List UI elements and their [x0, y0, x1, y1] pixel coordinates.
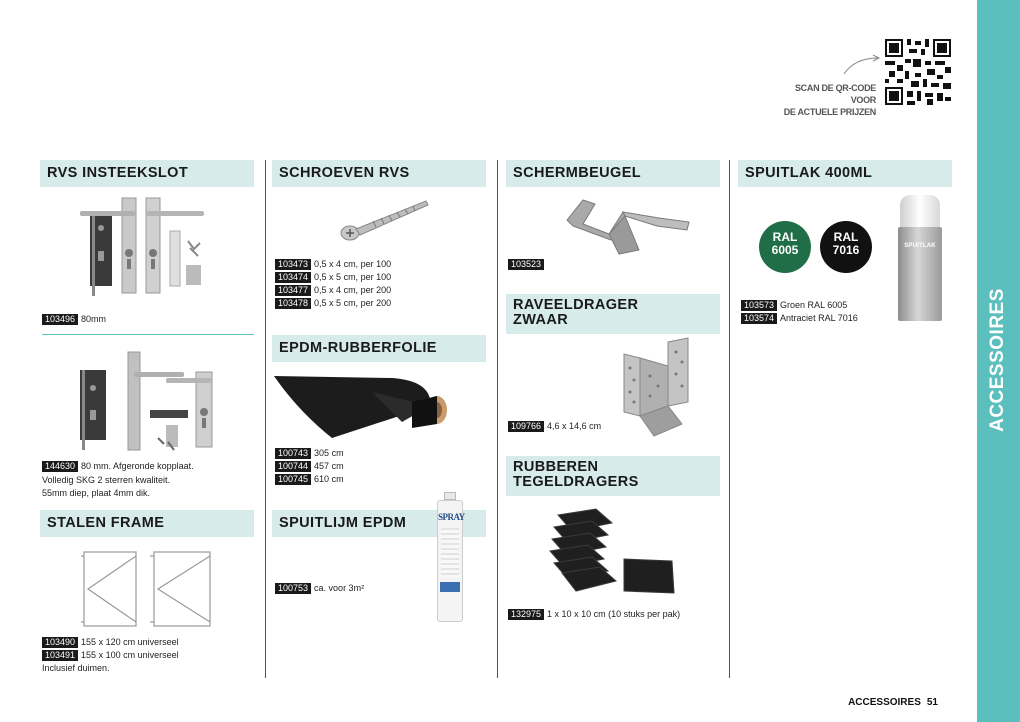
- title: SPUITLIJM EPDM: [279, 515, 407, 531]
- article-code: 100753: [275, 583, 311, 594]
- qr-caption: [770, 82, 876, 118]
- steel-frame-image: [80, 548, 220, 630]
- header-spuitlak: [738, 160, 952, 187]
- article-text: 0,5 x 4 cm, per 100: [314, 259, 392, 269]
- article-code: 103573: [741, 300, 777, 311]
- title: SPUITLAK 400ML: [745, 165, 873, 181]
- spray-can-image: [437, 492, 463, 622]
- table-row: [741, 299, 847, 312]
- title-line2: TEGELDRAGERS: [513, 474, 639, 490]
- header-rvs-insteekslot: [40, 160, 254, 187]
- rubber-tile-pads-image: [548, 505, 680, 597]
- door-lock-image: [78, 350, 218, 455]
- article-code: 103490: [42, 637, 78, 648]
- qr-caption-line2: DE ACTUELE PRIJZEN: [783, 107, 876, 117]
- badge-line2: 7016: [832, 243, 860, 257]
- article-code: 100745: [275, 474, 311, 485]
- article-text: 4,6 x 14,6 cm: [547, 421, 602, 431]
- article-text: 1 x 10 x 10 cm (10 stuks per pak): [547, 609, 681, 619]
- article-code: 103474: [275, 272, 311, 283]
- column-divider: [265, 160, 266, 678]
- article-code: 103477: [275, 285, 311, 296]
- table-row: [508, 258, 547, 271]
- title-line1: RAVEELDRAGER: [513, 297, 639, 313]
- table-row: [275, 447, 344, 460]
- table-row: [42, 460, 194, 473]
- article-code: 144630: [42, 461, 78, 472]
- article-note: Inclusief duimen.: [42, 663, 110, 673]
- badge-line1: RAL: [833, 230, 859, 244]
- joist-hanger-image: [620, 336, 695, 438]
- column-divider: [497, 160, 498, 678]
- arrow-icon: [842, 52, 882, 76]
- column-divider: [729, 160, 730, 678]
- article-text: 457 cm: [314, 461, 344, 471]
- header-schermbeugel: [506, 160, 720, 187]
- badge-line2: 6005: [771, 243, 799, 257]
- article-code: 103491: [42, 650, 78, 661]
- title: RVS INSTEEKSLOT: [47, 165, 189, 181]
- article-text: 305 cm: [314, 448, 344, 458]
- page-number: 51: [926, 697, 938, 708]
- article-code: 132975: [508, 609, 544, 620]
- can-label: SPUITLAK: [904, 243, 936, 249]
- description-line: 55mm diep, plaat 4mm dik.: [42, 488, 151, 498]
- article-text: 0,5 x 5 cm, per 100: [314, 272, 392, 282]
- article-text: 155 x 120 cm universeel: [81, 637, 179, 647]
- qr-caption-line1: SCAN DE QR-CODE VOOR: [794, 83, 876, 105]
- table-row: [275, 271, 391, 284]
- color-badge-ral-6005: [759, 221, 811, 273]
- article-description: [42, 474, 254, 500]
- article-text: 0,5 x 4 cm, per 200: [314, 285, 392, 295]
- header-raveeldrager: [506, 294, 720, 334]
- table-row: [42, 636, 179, 649]
- spray-paint-can-image: [898, 195, 942, 321]
- door-lock-image: [78, 193, 213, 303]
- title: STALEN FRAME: [47, 515, 165, 531]
- table-row: [508, 420, 601, 433]
- article-code: 103574: [741, 313, 777, 324]
- description-line: Volledig SKG 2 sterren kwaliteit.: [42, 475, 171, 485]
- title-line1: RUBBEREN: [513, 459, 599, 475]
- article-text: Antraciet RAL 7016: [780, 313, 858, 323]
- article-code: 103523: [508, 259, 544, 270]
- header-stalen-frame: [40, 510, 254, 537]
- table-row: [275, 582, 364, 595]
- article-text: 80 mm. Afgeronde kopplaat.: [81, 461, 194, 471]
- badge-line1: RAL: [772, 230, 798, 244]
- article-text: Groen RAL 6005: [780, 300, 848, 310]
- table-row: [275, 284, 391, 297]
- footer-section: ACCESSOIRES: [848, 697, 921, 708]
- table-row: [275, 460, 344, 473]
- title: EPDM-RUBBERFOLIE: [279, 340, 437, 356]
- header-epdm-rubberfolie: [272, 335, 486, 362]
- table-row: [42, 649, 179, 662]
- title-line2: ZWAAR: [513, 312, 569, 328]
- color-badge-ral-7016: [820, 221, 872, 273]
- article-code: 103496: [42, 314, 78, 325]
- article-code: 103478: [275, 298, 311, 309]
- table-row: [275, 297, 391, 310]
- title: SCHROEVEN RVS: [279, 165, 410, 181]
- table-row: [275, 473, 344, 486]
- table-row: [741, 312, 858, 325]
- article-text: 80mm: [81, 314, 107, 324]
- header-rubberen-tegeldragers: [506, 456, 720, 496]
- can-label: SPRAY: [438, 512, 465, 522]
- article-text: 0,5 x 5 cm, per 200: [314, 298, 392, 308]
- table-row: [42, 313, 106, 326]
- article-code: 109766: [508, 421, 544, 432]
- screen-bracket-image: [563, 192, 693, 260]
- divider-line: [42, 334, 254, 335]
- article-text: 610 cm: [314, 474, 344, 484]
- qr-code-icon[interactable]: [885, 39, 951, 105]
- article-text: ca. voor 3m²: [314, 583, 365, 593]
- header-schroeven-rvs: [272, 160, 486, 187]
- table-row: [275, 258, 391, 271]
- screw-image: [338, 195, 430, 245]
- article-text: 155 x 100 cm universeel: [81, 650, 179, 660]
- page-footer: [848, 697, 938, 708]
- article-code: 100744: [275, 461, 311, 472]
- article-code: 103473: [275, 259, 311, 270]
- rubber-roll-image: [272, 372, 454, 442]
- article-code: 100743: [275, 448, 311, 459]
- sidebar-label: ACCESSOIRES: [987, 288, 1008, 432]
- title: SCHERMBEUGEL: [513, 165, 642, 181]
- table-row: [508, 608, 680, 621]
